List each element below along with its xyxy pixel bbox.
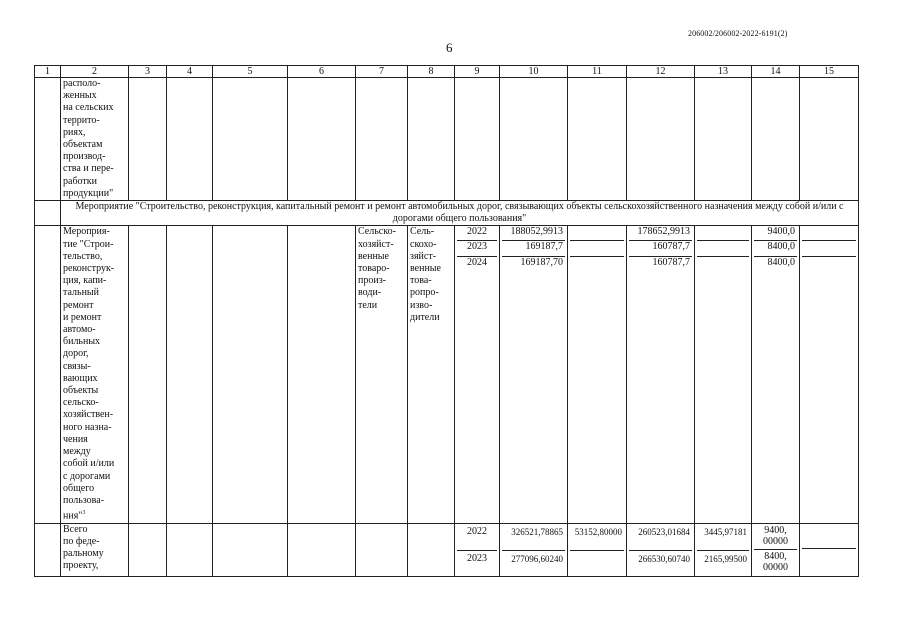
measure-col10-cell xyxy=(500,226,568,523)
measure-name-text: Мероприя- тие "Строи- тельство, реконструк- ция, капи- тальный ремонт и ремонт автомо- бильных дорог, связы- вающих объекты сельско- хозяйствен- ного назна- чения между собой и/или с дорогами общего пользова- ния" xyxy=(63,226,115,522)
measure-col11-cell xyxy=(568,226,627,523)
total-col13-cell xyxy=(695,523,752,576)
amount-value: 9400, 00000 xyxy=(763,524,788,548)
column-header: 3 xyxy=(129,66,167,78)
amount-value: 326521,78865 xyxy=(511,526,563,537)
amount-value: 169187,7 xyxy=(502,240,565,256)
measure-col13-cell xyxy=(695,226,752,523)
year-value: 2022 xyxy=(467,525,487,537)
table-row-section-heading xyxy=(35,201,859,226)
amount-value: 8400,0 xyxy=(754,240,797,256)
year-value: 2024 xyxy=(457,256,497,271)
total-label-cell: Всего по феде- ральному проекту, xyxy=(61,523,129,576)
year-value: 2023 xyxy=(457,550,497,576)
amount-value: 8400,0 xyxy=(754,256,797,271)
measure-name-cell xyxy=(61,226,129,523)
total-col14-cell xyxy=(752,523,800,576)
amount-value: 2165,99500 xyxy=(697,550,749,576)
budget-table xyxy=(34,65,859,577)
col7-producers-cell: Сельско- хозяйст- венные товаро- произ- води- тели xyxy=(356,226,408,523)
document-reference-number: 206002/206002-2022-6191(2) xyxy=(688,29,788,38)
table-row-total xyxy=(35,523,859,576)
amount-value: 9400,0 xyxy=(767,226,795,238)
table-row-measure xyxy=(35,226,859,523)
year-value: 2023 xyxy=(457,240,497,256)
amount-value: 266530,60740 xyxy=(629,550,692,576)
measure-col15-cell xyxy=(800,226,859,523)
col8-producers-cell: Сель- скохо- зяйст- венные това- ропро- изво- дители xyxy=(408,226,455,523)
amount-value xyxy=(570,550,624,576)
column-header: 5 xyxy=(213,66,288,78)
column-header: 12 xyxy=(627,66,695,78)
column-header: 4 xyxy=(167,66,213,78)
amount-value: 53152,80000 xyxy=(574,526,622,537)
column-header: 8 xyxy=(408,66,455,78)
amount-value: 160787,7 xyxy=(629,240,692,256)
column-header: 6 xyxy=(288,66,356,78)
amount-value: 8400, 00000 xyxy=(754,549,797,574)
table-row-continuation xyxy=(35,78,859,201)
column-header: 1 xyxy=(35,66,61,78)
column-header: 10 xyxy=(500,66,568,78)
column-header: 15 xyxy=(800,66,859,78)
column-header: 9 xyxy=(455,66,500,78)
amount-value: 169187,70 xyxy=(502,256,565,271)
column-header: 11 xyxy=(568,66,627,78)
column-number-row xyxy=(35,66,859,78)
amount-value: 260523,01684 xyxy=(638,526,690,537)
amount-value: 3445,97181 xyxy=(704,526,747,537)
measure-years-cell xyxy=(455,226,500,523)
footnote-marker: 3 xyxy=(82,510,86,517)
column-header: 2 xyxy=(61,66,129,78)
continuation-text-cell: располо- женных на сельских террито- риях, объектам производ- ства и пере- работки продукции" xyxy=(61,78,129,201)
column-header: 7 xyxy=(356,66,408,78)
year-value: 2022 xyxy=(467,226,487,238)
measure-col14-cell xyxy=(752,226,800,523)
column-header: 13 xyxy=(695,66,752,78)
total-col15-cell xyxy=(800,523,859,576)
page-number: 6 xyxy=(446,40,453,55)
amount-value: 178652,9913 xyxy=(637,226,690,238)
total-col11-cell xyxy=(568,523,627,576)
section-heading: Мероприятие "Строительство, реконструкция, капитальный ремонт и ремонт автомобильных дорог, связывающих объекты сельскохозяйственного назначения между собой и/или с дорогами общего пользования" xyxy=(61,201,859,226)
amount-value: 160787,7 xyxy=(629,256,692,271)
total-years-cell xyxy=(455,523,500,576)
total-col12-cell xyxy=(627,523,695,576)
column-header: 14 xyxy=(752,66,800,78)
measure-col12-cell xyxy=(627,226,695,523)
amount-value: 277096,60240 xyxy=(502,550,565,576)
total-col10-cell xyxy=(500,523,568,576)
amount-value: 188052,9913 xyxy=(510,226,563,238)
